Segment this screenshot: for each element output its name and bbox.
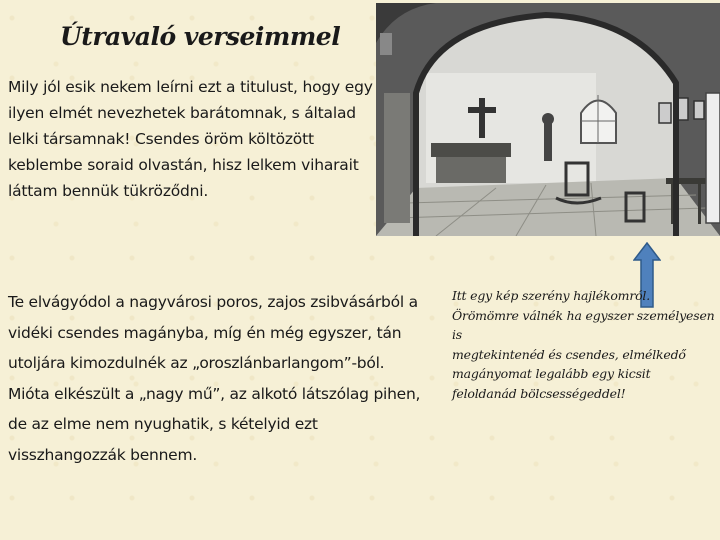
text-line: utoljára kimozdulnék az „oroszlánbarlangom”-ból. [8, 354, 385, 372]
text-line: de az elme nem nyughatik, s kételyid ezt [8, 415, 318, 433]
caption-line: is [452, 327, 463, 342]
text-line: ilyen elmét nevezhetek barátomnak, s általad [8, 104, 356, 122]
caption-line: megtekintenéd és csendes, elmélkedő [452, 346, 686, 362]
image-caption [452, 286, 720, 403]
page-title: Útravaló verseimmel [60, 22, 341, 51]
caption-line: feloldanád bölcsességeddel! [452, 385, 626, 401]
text-line: Te elvágyódol a nagyvárosi poros, zajos zsibvásárból a [8, 293, 418, 311]
text-line: vidéki csendes magányba, míg én még egyszer, tán [8, 323, 402, 342]
text-line: lelki társamnak! Csendes öröm költözött [8, 130, 314, 148]
caption-line: Örömömre válnék ha egyszer személyesen [452, 307, 715, 323]
caption-line: magányomat legalább egy kicsit [452, 366, 651, 381]
text-line: Mióta elkészült a „nagy mű”, az alkotó látszólag pihen, [8, 384, 421, 403]
caption-line: Itt egy kép szerény hajlékomról. [452, 288, 650, 303]
text-line: keblembe soraid olvastán, hisz lelkem viharait [8, 156, 359, 174]
paragraph-main [8, 287, 428, 470]
text-line: Mily jól esik nekem leírni ezt a titulust, hogy egy [8, 78, 373, 96]
text-line: visszhangozzák bennem. [8, 445, 197, 464]
text-line: láttam bennük tükröződni. [8, 182, 209, 200]
room-engraving-image [376, 3, 720, 236]
paragraph-intro [8, 74, 378, 204]
engraving-illustration [376, 3, 720, 236]
